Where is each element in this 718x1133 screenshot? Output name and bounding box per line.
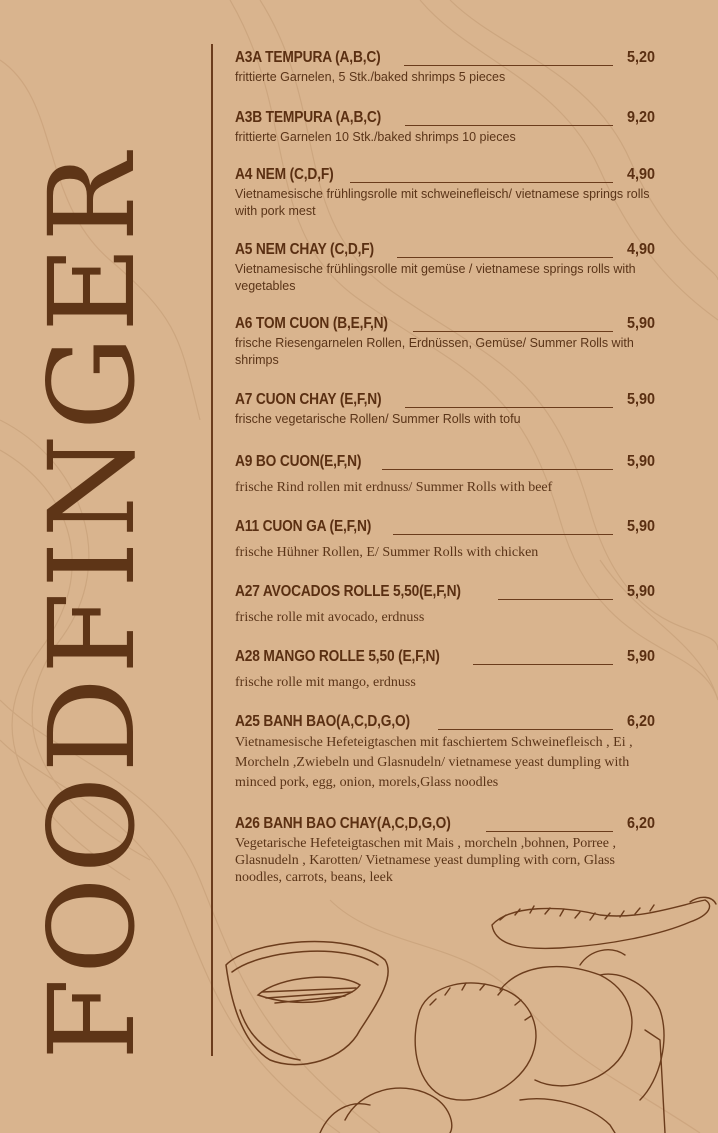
item-description: frische rolle mit avocado, erdnuss bbox=[235, 610, 425, 625]
item-price: 6,20 bbox=[626, 713, 655, 730]
menu-item bbox=[235, 710, 655, 793]
item-description: frittierte Garnelen 10 Stk./baked shrimps 10 pieces bbox=[235, 130, 516, 144]
menu-item bbox=[235, 515, 655, 563]
item-description: frische Hühner Rollen, E/ Summer Rolls with chicken bbox=[235, 545, 539, 560]
vertical-divider bbox=[211, 44, 213, 1056]
menu-item bbox=[235, 388, 655, 428]
fried-shrimp-tempura-icon bbox=[320, 897, 716, 1133]
item-description: Vietnamesische Hefeteigtaschen mit faschiertem Schweinefleisch , Ei , Morcheln ,Zwiebeln und Glasnudeln/ vietnamese yeast dumpling with minced pork, egg, onion, morels,Glass noodles bbox=[235, 735, 633, 790]
item-price: 9,20 bbox=[626, 109, 655, 126]
item-description: frische rolle mit mango, erdnuss bbox=[235, 675, 416, 690]
item-name: A28 MANGO ROLLE 5,50 (E,F,N) bbox=[235, 648, 440, 665]
item-description: frische Riesengarnelen Rollen, Erdnüssen, Gemüse/ Summer Rolls with shrimps bbox=[235, 336, 634, 367]
item-price: 4,90 bbox=[626, 166, 655, 183]
item-description: frittierte Garnelen, 5 Stk./baked shrimps 5 pieces bbox=[235, 70, 506, 84]
item-name: A6 TOM CUON (B,E,F,N) bbox=[235, 315, 388, 332]
item-price: 5,90 bbox=[626, 391, 655, 408]
item-name: A5 NEM CHAY (C,D,F) bbox=[235, 241, 374, 258]
leader-line bbox=[413, 330, 613, 332]
leader-line bbox=[382, 468, 613, 470]
item-name: A25 BANH BAO(A,C,D,G,O) bbox=[235, 713, 410, 730]
item-price: 4,90 bbox=[626, 241, 655, 258]
side-title: FOODFINGER bbox=[23, 149, 161, 1060]
menu-item bbox=[235, 46, 655, 86]
item-name: A11 CUON GA (E,F,N) bbox=[235, 518, 372, 535]
menu-item bbox=[235, 450, 655, 498]
item-price: 5,90 bbox=[626, 315, 655, 332]
item-price: 6,20 bbox=[626, 815, 655, 832]
item-price: 5,90 bbox=[626, 648, 655, 665]
menu-item bbox=[235, 106, 655, 146]
dipping-sauce-bowl-icon bbox=[226, 941, 388, 1064]
item-price: 5,20 bbox=[626, 49, 655, 66]
leader-line bbox=[405, 406, 613, 408]
menu-item bbox=[235, 812, 655, 886]
leader-line bbox=[397, 256, 613, 258]
item-name: A26 BANH BAO CHAY(A,C,D,G,O) bbox=[235, 815, 451, 832]
item-name: A3A TEMPURA (A,B,C) bbox=[235, 49, 381, 66]
leader-line bbox=[498, 598, 614, 600]
item-name: A3B TEMPURA (A,B,C) bbox=[235, 109, 382, 126]
menu-item bbox=[235, 163, 655, 220]
item-price: 5,90 bbox=[626, 583, 655, 600]
item-name: A4 NEM (C,D,F) bbox=[235, 166, 334, 183]
item-description: frische vegetarische Rollen/ Summer Rolls with tofu bbox=[235, 412, 521, 426]
menu-item bbox=[235, 312, 655, 369]
item-description: Vegetarische Hefeteigtaschen mit Mais , morcheln ,bohnen, Porree , Glasnudeln , Karotten/ Vietnamese yeast dumpling with corn, Glass noodles, carrots, beans, leek bbox=[235, 836, 616, 885]
leader-line bbox=[350, 181, 613, 183]
item-description: Vietnamesische frühlingsrolle mit schweinefleisch/ vietnamese springs rolls with pork mest bbox=[235, 187, 650, 218]
item-name: A7 CUON CHAY (E,F,N) bbox=[235, 391, 382, 408]
item-description: frische Rind rollen mit erdnuss/ Summer Rolls with beef bbox=[235, 480, 553, 495]
leader-line bbox=[404, 64, 613, 66]
item-description: Vietnamesische frühlingsrolle mit gemüse / vietnamese springs rolls with vegetables bbox=[235, 262, 636, 293]
menu-item bbox=[235, 580, 655, 628]
leader-line bbox=[486, 830, 613, 832]
leader-line bbox=[393, 533, 613, 535]
item-name: A9 BO CUON(E,F,N) bbox=[235, 453, 362, 470]
item-name: A27 AVOCADOS ROLLE 5,50(E,F,N) bbox=[235, 583, 461, 600]
leader-line bbox=[473, 663, 613, 665]
leader-line bbox=[438, 728, 613, 730]
menu-item bbox=[235, 645, 655, 693]
item-price: 5,90 bbox=[626, 453, 655, 470]
menu-item bbox=[235, 238, 655, 295]
leader-line bbox=[405, 124, 613, 126]
item-price: 5,90 bbox=[626, 518, 655, 535]
